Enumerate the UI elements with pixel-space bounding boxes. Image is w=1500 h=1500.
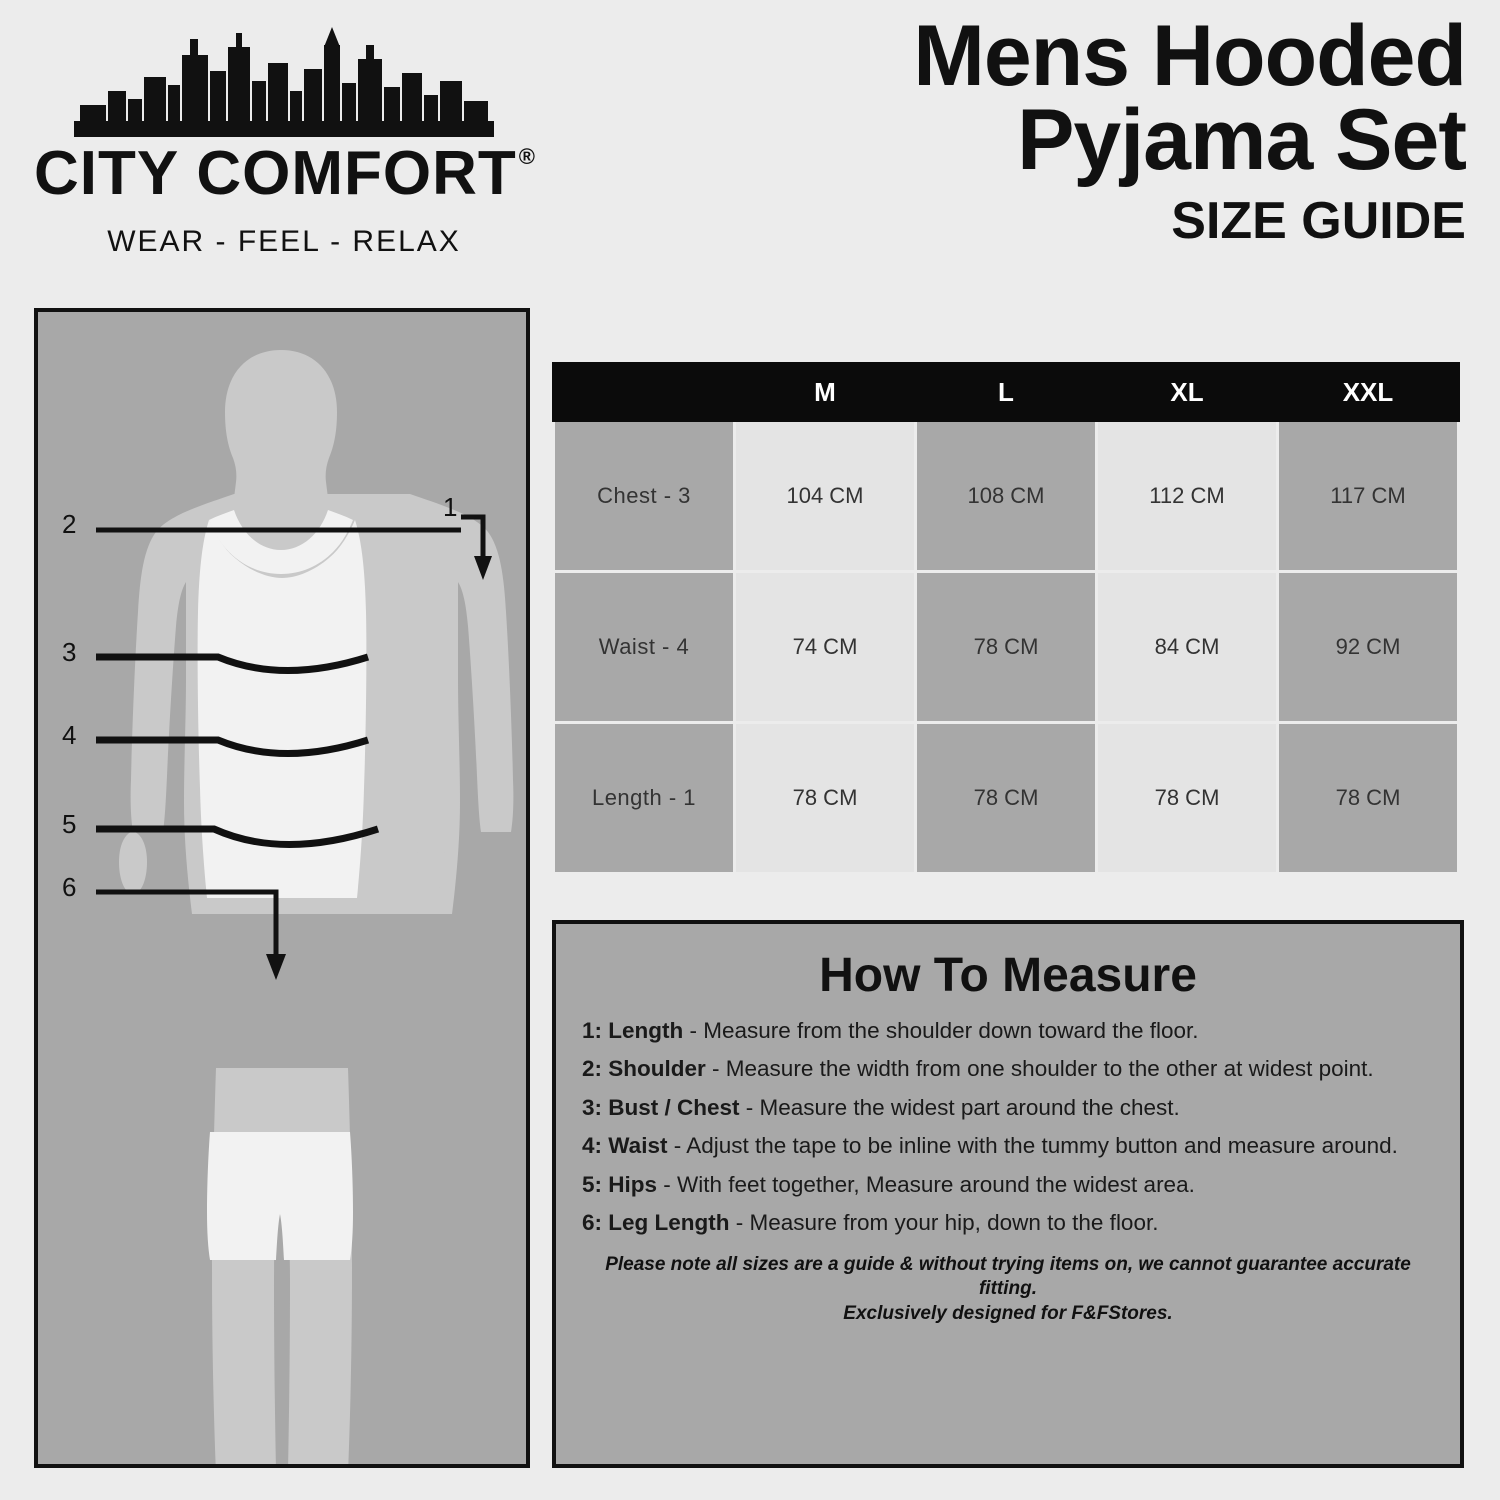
measure-text-4: - Adjust the tape to be inline with the tummy button and measure around. (667, 1133, 1398, 1159)
city-skyline-icon (34, 22, 534, 137)
figure-marker-5: 5 (62, 809, 77, 839)
measure-instruction-4 (582, 1132, 1434, 1159)
measure-text-2: - Measure the width from one shoulder to the other at widest point. (705, 1056, 1374, 1082)
measure-number-6: 6: (582, 1210, 603, 1236)
measure-term-3: Bust / Chest (608, 1094, 740, 1120)
row-label-waist: Waist - 4 (554, 572, 735, 723)
measure-number-4: 4: (582, 1133, 603, 1159)
measure-number-1: 1: (582, 1018, 603, 1043)
measure-instruction-3 (582, 1094, 1434, 1121)
header-titles (560, 8, 1466, 251)
measure-instruction-5 (582, 1171, 1434, 1198)
size-chart-table (552, 362, 1460, 875)
table-header-row (554, 364, 1459, 421)
measure-term-5: Hips (608, 1171, 658, 1197)
figure-marker-1: 1 (443, 492, 458, 522)
column-header-l: L (916, 364, 1097, 421)
measure-term-4: Waist (608, 1133, 668, 1159)
disclaimer-note (582, 1253, 1434, 1327)
disclaimer-line1: Please note all sizes are a guide & without trying items on, we cannot guarantee accurate fitting. (605, 1253, 1411, 1300)
how-to-measure-panel (552, 920, 1464, 1468)
table-row (554, 421, 1459, 572)
figure-marker-2: 2 (62, 509, 77, 539)
cell-length-xxl: 78 CM (1278, 723, 1459, 874)
measure-term-2: Shoulder (608, 1056, 706, 1082)
table-corner-cell (554, 364, 735, 421)
measure-instruction-6 (582, 1209, 1434, 1236)
body-figure-illustration (38, 312, 526, 1464)
measure-term-6: Leg Length (608, 1210, 730, 1236)
measure-number-3: 3: (582, 1094, 603, 1120)
row-label-length: Length - 1 (554, 723, 735, 874)
disclaimer-line2: Exclusively designed for F&FStores. (843, 1303, 1173, 1324)
brand-tagline: WEAR - FEEL - RELAX (107, 225, 461, 258)
cell-waist-l: 78 CM (916, 572, 1097, 723)
page-title-line2: Pyjama Set (1017, 92, 1466, 189)
column-header-xl: XL (1097, 364, 1278, 421)
cell-chest-xl: 112 CM (1097, 421, 1278, 572)
figure-marker-4: 4 (62, 720, 77, 750)
cell-length-xl: 78 CM (1097, 723, 1278, 874)
brand-name (34, 139, 536, 208)
measure-number-5: 5: (582, 1171, 603, 1197)
cell-chest-xxl: 117 CM (1278, 421, 1459, 572)
cell-waist-xxl: 92 CM (1278, 572, 1459, 723)
table-row (554, 572, 1459, 723)
cell-length-l: 78 CM (916, 723, 1097, 874)
figure-marker-3: 3 (62, 637, 77, 667)
measure-term-1: Length (608, 1018, 684, 1043)
cell-chest-l: 108 CM (916, 421, 1097, 572)
cell-chest-m: 104 CM (735, 421, 916, 572)
figure-marker-6: 6 (62, 872, 77, 902)
table-row (554, 723, 1459, 874)
cell-waist-m: 74 CM (735, 572, 916, 723)
brand-block (34, 22, 534, 287)
measurement-figure-panel (34, 308, 530, 1468)
measure-text-6: - Measure from your hip, down to the floor. (729, 1210, 1159, 1236)
cell-length-m: 78 CM (735, 723, 916, 874)
page-subtitle: SIZE GUIDE (1171, 191, 1466, 250)
measure-text-1: - Measure from the shoulder down toward the floor. (683, 1018, 1199, 1043)
page-title-line1: Mens Hooded (913, 8, 1466, 104)
measure-number-2: 2: (582, 1056, 603, 1082)
brand-name-text: CITY COMFORT (34, 139, 517, 208)
row-label-chest: Chest - 3 (554, 421, 735, 572)
measure-instruction-2 (582, 1055, 1434, 1082)
column-header-xxl: XXL (1278, 364, 1459, 421)
column-header-m: M (735, 364, 916, 421)
registered-mark: ® (518, 144, 536, 170)
cell-waist-xl: 84 CM (1097, 572, 1278, 723)
how-to-measure-heading: How To Measure (819, 949, 1197, 1002)
measure-text-3: - Measure the widest part around the chest. (739, 1094, 1180, 1120)
measure-text-5: - With feet together, Measure around the widest area. (657, 1171, 1195, 1197)
measure-instruction-1 (582, 1017, 1434, 1044)
